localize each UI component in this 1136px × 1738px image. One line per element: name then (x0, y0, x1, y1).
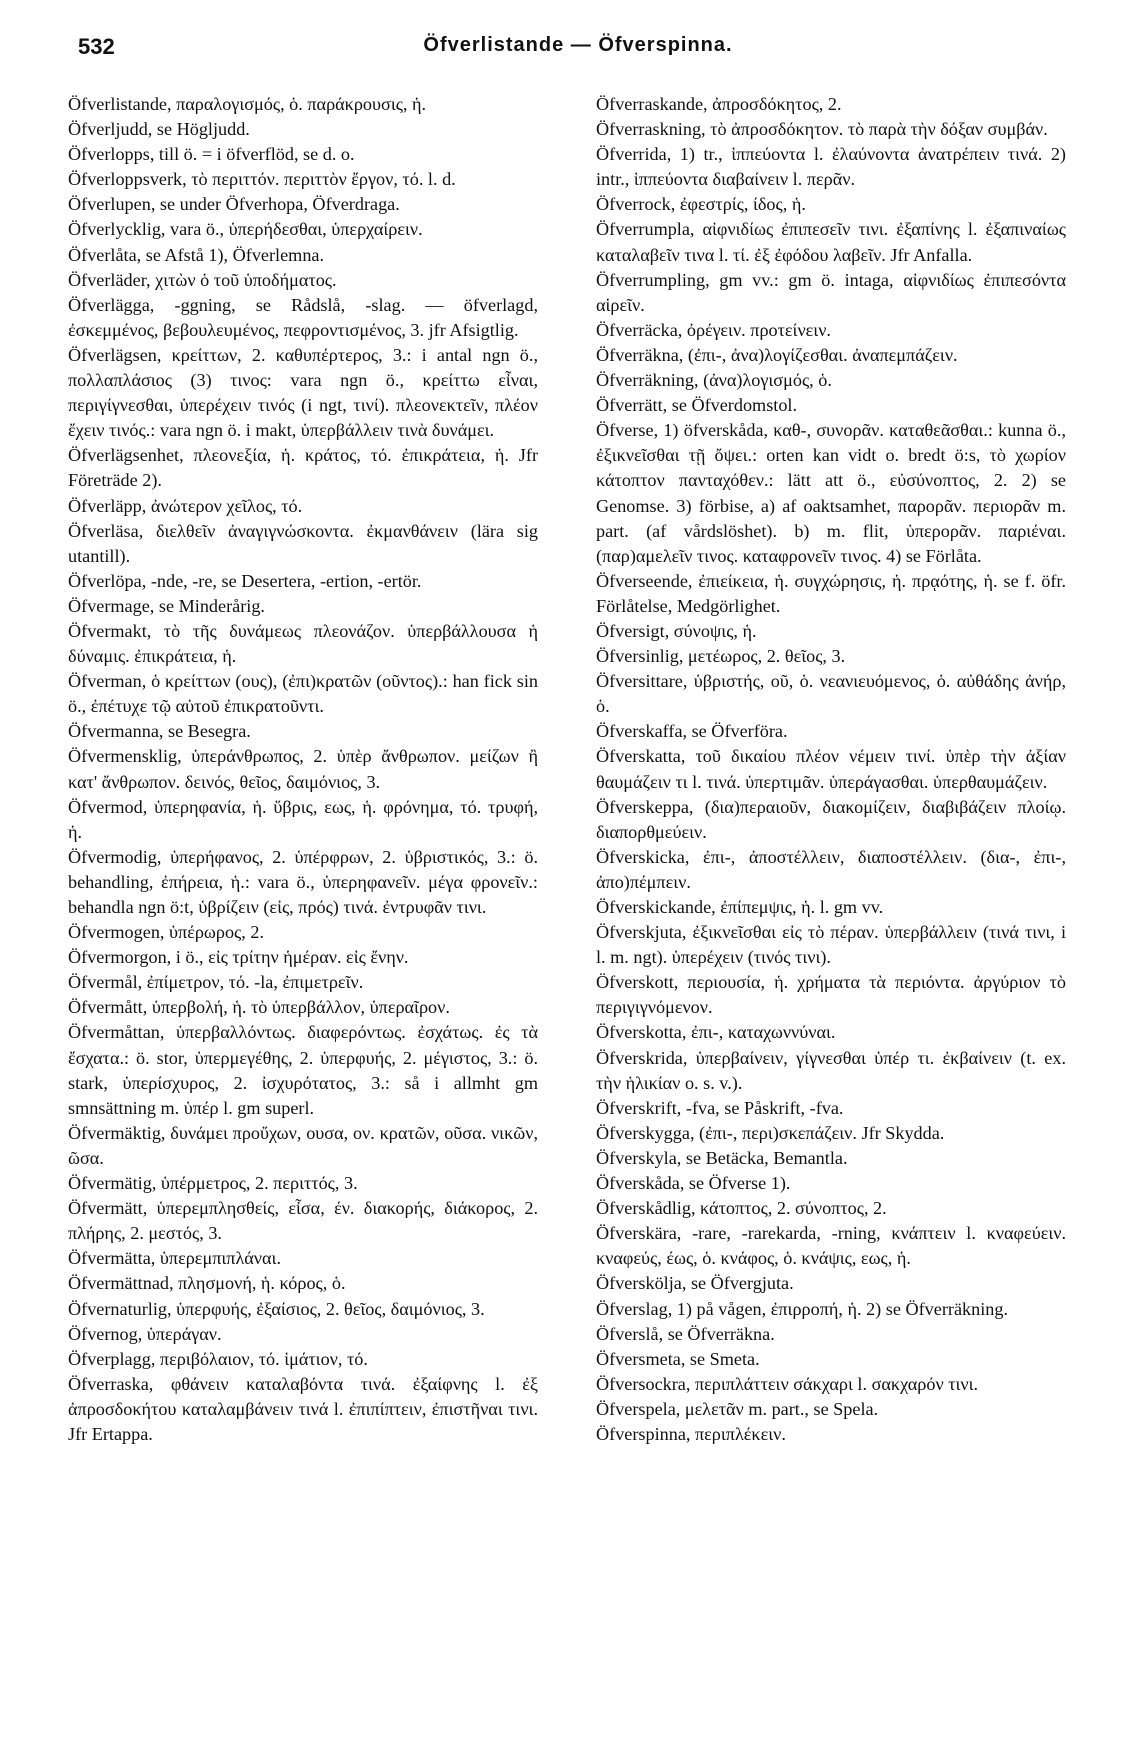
dictionary-entry: Öfverskatta, τοῦ δικαίου πλέον νέμειν τινί. ὑπὲρ τὴν ἀξίαν θαυμάζειν τι l. τινά. ὑπερτιμᾶν. ὑπεράγασθαι. ὑπερθαυμάζειν. (596, 746, 1066, 792)
dictionary-entry: Öfvernaturlig, ὑπερφυής, ἐξαίσιος, 2. θεῖος, δαιμόνιος, 3. (68, 1298, 485, 1319)
right-column (596, 92, 1066, 1447)
dictionary-entry: Öfvermätig, ὑπέρμετρος, 2. περιττός, 3. (68, 1173, 358, 1194)
dictionary-entry: Öfverläder, χιτὼν ὁ τοῦ ὑποδήματος. (68, 269, 337, 290)
dictionary-entry: Öfvermätt, ὑπερεμπλησθείς, εἶσα, έν. διακορής, διάκορος, 2. πλήρης, 2. μεστός, 3. (68, 1198, 538, 1244)
dictionary-entry: Öfverrumpla, αἰφνιδίως ἐπιπεσεῖν τινι. ἐξαπίνης l. ἐξαπιναίως καταλαβεῖν τινα l. τί. ἐξ ἐφόδου λαβεῖν. Jfr Anfalla. (596, 219, 1066, 265)
dictionary-entry: Öfverlopps, till ö. = i öfverflöd, se d. o. (68, 144, 355, 165)
dictionary-entry: Öfvermäktig, δυνάμει προὔχων, ουσα, ον. κρατῶν, οῦσα. νικῶν, ῶσα. (68, 1122, 538, 1168)
dictionary-entry: Öfvermod, ὑπερηφανία, ἡ. ὕβρις, εως, ἡ. φρόνημα, τό. τρυφή, ἡ. (68, 796, 538, 842)
dictionary-entry: Öfverskrida, ὑπερβαίνειν, γίγνεσθαι ὑπέρ τι. ἐκβαίνειν (t. ex. τὴν ἡλικίαν o. s. v.). (596, 1047, 1066, 1093)
dictionary-entry: Öfversigt, σύνοψις, ἡ. (596, 620, 757, 641)
left-column (68, 92, 538, 1447)
running-head: Öfverlistande — Öfverspinna. (423, 34, 733, 56)
dictionary-entry: Öfverskjuta, ἐξικνεῖσθαι εἰς τὸ πέραν. ὑπερβάλλειν (τινά τινι, i l. m. ngt). ὑπερέχειν (τινός τινι). (596, 922, 1066, 968)
dictionary-entry: Öfverskygga, (ἐπι-, περι)σκεπάζειν. Jfr Skydda. (596, 1122, 945, 1143)
page-number: 532 (78, 34, 115, 59)
dictionary-entry: Öfverraskande, ἀπροσδόκητος, 2. (596, 94, 842, 114)
dictionary-entry: Öfverspela, μελετᾶν m. part., se Spela. (596, 1398, 879, 1419)
dictionary-entry: Öfvermätta, ὑπερεμπιπλάναι. (68, 1248, 281, 1269)
dictionary-entry: Öfverräkning, (ἀνα)λογισμός, ὁ. (596, 370, 832, 391)
dictionary-entry: Öfverskaffa, se Öfverföra. (596, 721, 788, 742)
dictionary-entry: Öfvermått, ὑπερβολή, ἡ. τὸ ὑπερβάλλον, ὑπεραῖρον. (68, 997, 450, 1018)
dictionary-entry: Öfverrock, ἐφεστρίς, ίδος, ἡ. (596, 194, 806, 215)
dictionary-entry: Öfverskyla, se Betäcka, Bemantla. (596, 1147, 848, 1168)
dictionary-entry: Öfverskicka, ἐπι-, ἀποστέλλειν, διαποστέλλειν. (δια-, ἐπι-, ἀπο)πέμπειν. (596, 846, 1066, 892)
dictionary-entry: Öfverman, ὁ κρείττων (ους), (ἐπι)κρατῶν (οῦντος).: han fick sin ö., ἐπέτυχε τῷ αὐτοῦ ἐπικρατοῦντι. (68, 671, 538, 717)
dictionary-entry: Öfverlägsenhet, πλεονεξία, ἡ. κράτος, τό. ἐπικράτεια, ἡ. Jfr Företräde 2). (68, 445, 538, 491)
dictionary-entry: Öfverlistande, παραλογισμός, ὁ. παράκρουσις, ἡ. (68, 94, 427, 114)
dictionary-entry: Öfversmeta, se Smeta. (596, 1348, 760, 1369)
dictionary-entry: Öfverskådlig, κάτοπτος, 2. σύνοπτος, 2. (596, 1198, 887, 1219)
dictionary-entry: Öfverlägsen, κρείττων, 2. καθυπέρτερος, 3.: i antal ngn ö., πολλαπλάσιος (3) τινος: vara ngn ö., κρείττω εἶναι, περιγίγνεσθαι, ὑπερέχειν τινός (i ngt, τινί). πλεονεκτεῖν, πλέον ἔχειν τινός.: vara ngn ö. i makt, ὑπερβάλλειν τινὰ δυνάμει. (68, 344, 538, 441)
dictionary-entry: Öfverrätt, se Öfverdomstol. (596, 395, 798, 416)
dictionary-entry: Öfverskotta, ἐπι-, καταχωννύναι. (596, 1022, 836, 1043)
dictionary-entry: Öfverslag, 1) på vågen, ἐπιρροπή, ἡ. 2) se Öfverräkning. (596, 1298, 1008, 1319)
dictionary-entry: Öfverräkna, (ἐπι-, ἀνα)λογίζεσθαι. ἀναπεμπάζειν. (596, 344, 958, 365)
dictionary-entry: Öfvermättnad, πλησμονή, ἡ. κόρος, ὁ. (68, 1273, 346, 1294)
dictionary-entry: Öfverrumpling, gm vv.: gm ö. intaga, αἰφνιδίως ἐπιπεσόντα αἱρεῖν. (596, 269, 1066, 315)
dictionary-entry: Öfverraskning, τὸ ἀπροσδόκητον. τὸ παρὰ τὴν δόξαν συμβάν. (596, 119, 1048, 140)
dictionary-entry: Öfverskeppa, (δια)περαιοῦν, διακομίζειν, διαβιβάζειν πλοίῳ. διαπορθμεύειν. (596, 796, 1066, 842)
dictionary-entry: Öfverloppsverk, τὸ περιττόν. περιττὸν ἔργον, τό. l. d. (68, 169, 456, 190)
dictionary-entry: Öfvermodig, ὑπερήφανος, 2. ὑπέρφρων, 2. ὑβριστικός, 3.: ö. behandling, ἐπήρεια, ἡ.: vara ö., ὑπερηφανεῖν. μέγα φρονεῖν.: behandla ngn ö:t, ὑβρίζειν (εἰς, πρός) τινά. ἐντρυφᾶν τινι. (68, 846, 538, 917)
dictionary-entry: Öfversköljа, se Öfvergjuta. (596, 1273, 794, 1294)
dictionary-entry: Öfverlägga, -ggning, se Rådslå, -slag. — öfverlagd, ἐσκεμμένος, βεβουλευμένος, πεφροντισμένος, 3. jfr Afsigtlig. (68, 294, 538, 340)
page-header (78, 34, 1078, 64)
dictionary-entry: Öfverlöpa, -nde, -re, se Desertera, -ertion, -ertör. (68, 570, 422, 591)
dictionary-entry: Öfverskära, -rare, -rarekarda, -rning, κνάπτειν l. κναφεύειν. κναφεύς, έως, ὁ. κνάφος, ὁ. κνάψις, εως, ἡ. (596, 1223, 1066, 1269)
dictionary-entry: Öfversockra, περιπλάττειν σάκχαρι l. σακχαρόν τινι. (596, 1373, 979, 1394)
dictionary-entry: Öfvermogen, ὑπέρωρος, 2. (68, 922, 264, 943)
dictionary-entry: Öfvermensklig, ὑπεράνθρωπος, 2. ὑπὲρ ἄνθρωπον. μείζων ἢ κατ' ἄνθρωπον. δεινός, θεῖος, δαιμόνιος, 3. (68, 746, 538, 792)
dictionary-entry: Öfverseende, ἐπιείκεια, ἡ. συγχώρησις, ἡ. πρᾳότης, ἡ. se f. öfr. Förlåtelse, Medgörlighet. (596, 570, 1066, 616)
dictionary-entry: Öfvermanna, se Besegra. (68, 721, 251, 742)
dictionary-entry: Öfverskrift, -fva, se Påskrift, -fva. (596, 1097, 844, 1118)
dictionary-entry: Öfverräcka, ὀρέγειν. προτείνειν. (596, 319, 831, 340)
dictionary-entry: Öfverläsa, διελθεῖν ἀναγιγνώσκοντα. ἐκμανθάνειν (lära sig utantill). (68, 520, 538, 566)
dictionary-entry: Öfvermåttan, ὑπερβαλλόντως. διαφερόντως. ἐσχάτως. ἐς τὰ ἔσχατα.: ö. stor, ὑπερμεγέθης, 2. ὑπερφυής, 2. μέγιστος, 3.: ö. stark, ὑπερίσχυρος, 2. ἰσχυρότατος, 3.: så i allmht gm smnsättning m. ὑπέρ l. gm superl. (68, 1022, 538, 1118)
dictionary-entry: Öfverljudd, se Högljudd. (68, 119, 250, 140)
dictionary-entry: Öfverskott, περιουσία, ἡ. χρήματα τὰ περιόντα. ἀργύριον τὸ περιγιγνόμενον. (596, 972, 1066, 1018)
dictionary-entry: Öfverse, 1) öfverskåda, καθ-, συνορᾶν. καταθεᾶσθαι.: kunna ö., ἐξικνεῖσθαι τῇ ὄψει.: orten kan vidt o. bredt ö:s, τὸ χωρίον κάτοπτον πανταχόθεν.: lätt att ö., εὐσύνοπτος, 2. 2) se Genomse. 3) förbise, a) af oaktsamhet, παρορᾶν. περιορᾶν m. part. (af vårdslöshet). b) m. flit, ὑπερορᾶν. παριέναι. (παρ)αμελεῖν τινος. καταφρονεῖν τινος. 4) se Förlåta. (596, 420, 1066, 566)
dictionary-entry: Öfvermorgon, i ö., εἰς τρίτην ἡμέραν. εἰς ἔνην. (68, 947, 409, 968)
dictionary-entry: Öfverslå, se Öfverräkna. (596, 1323, 775, 1344)
dictionary-entry: Öfvermage, se Minderårig. (68, 595, 265, 616)
dictionary-entry: Öfvermakt, τὸ τῆς δυνάμεως πλεονάζον. ὑπερβάλλουσα ἡ δύναμις. ἐπικράτεια, ἡ. (68, 620, 538, 667)
dictionary-entry: Öfverspinna, περιπλέκειν. (596, 1423, 786, 1444)
dictionary-entry: Öfverlycklig, vara ö., ὑπερήδεσθαι, ὑπερχαίρειν. (68, 219, 423, 240)
dictionary-entry: Öfverlåta, se Afstå 1), Öfverlemna. (68, 244, 325, 265)
dictionary-entry: Öfverläpp, ἀνώτερον χεῖλος, τό. (68, 495, 303, 516)
dictionary-entry: Öfverrida, 1) tr., ἱππεύοντα l. ἐλαύνοντα ἀνατρέπειν τινά. 2) intr., ἱππεύοντα διαβαίνειν l. περᾶν. (596, 144, 1066, 190)
dictionary-entry: Öfverskåda, se Öfverse 1). (596, 1173, 791, 1194)
dictionary-entry: Öfversinlig, μετέωρος, 2. θεῖος, 3. (596, 646, 846, 667)
dictionary-entry: Öfverplagg, περιβόλαιον, τό. ἱμάτιον, τό. (68, 1348, 368, 1369)
dictionary-entry: Öfversittare, ὑβριστής, οῦ, ὁ. νεανιευόμενος, ὁ. αὐθάδης ἀνήρ, ὁ. (596, 671, 1066, 717)
dictionary-entry: Öfvernog, ὑπεράγαν. (68, 1323, 222, 1344)
dictionary-entry: Öfvermål, ἐπίμετρον, τό. -la, ἐπιμετρεῖν. (68, 972, 364, 993)
dictionary-entry: Öfverskickande, ἐπίπεμψις, ἡ. l. gm vv. (596, 897, 884, 917)
dictionary-entry: Öfverraska, φθάνειν καταλαβόντα τινά. ἐξαίφνης l. ἐξ ἀπροσδοκήτου καταλαμβάνειν τινά l. ἐπιπίπτειν, ἐπιστῆναι τινι. Jfr Ertappa. (68, 1373, 538, 1444)
dictionary-entry: Öfverlupen, se under Öfverhopa, Öfverdraga. (68, 194, 400, 215)
